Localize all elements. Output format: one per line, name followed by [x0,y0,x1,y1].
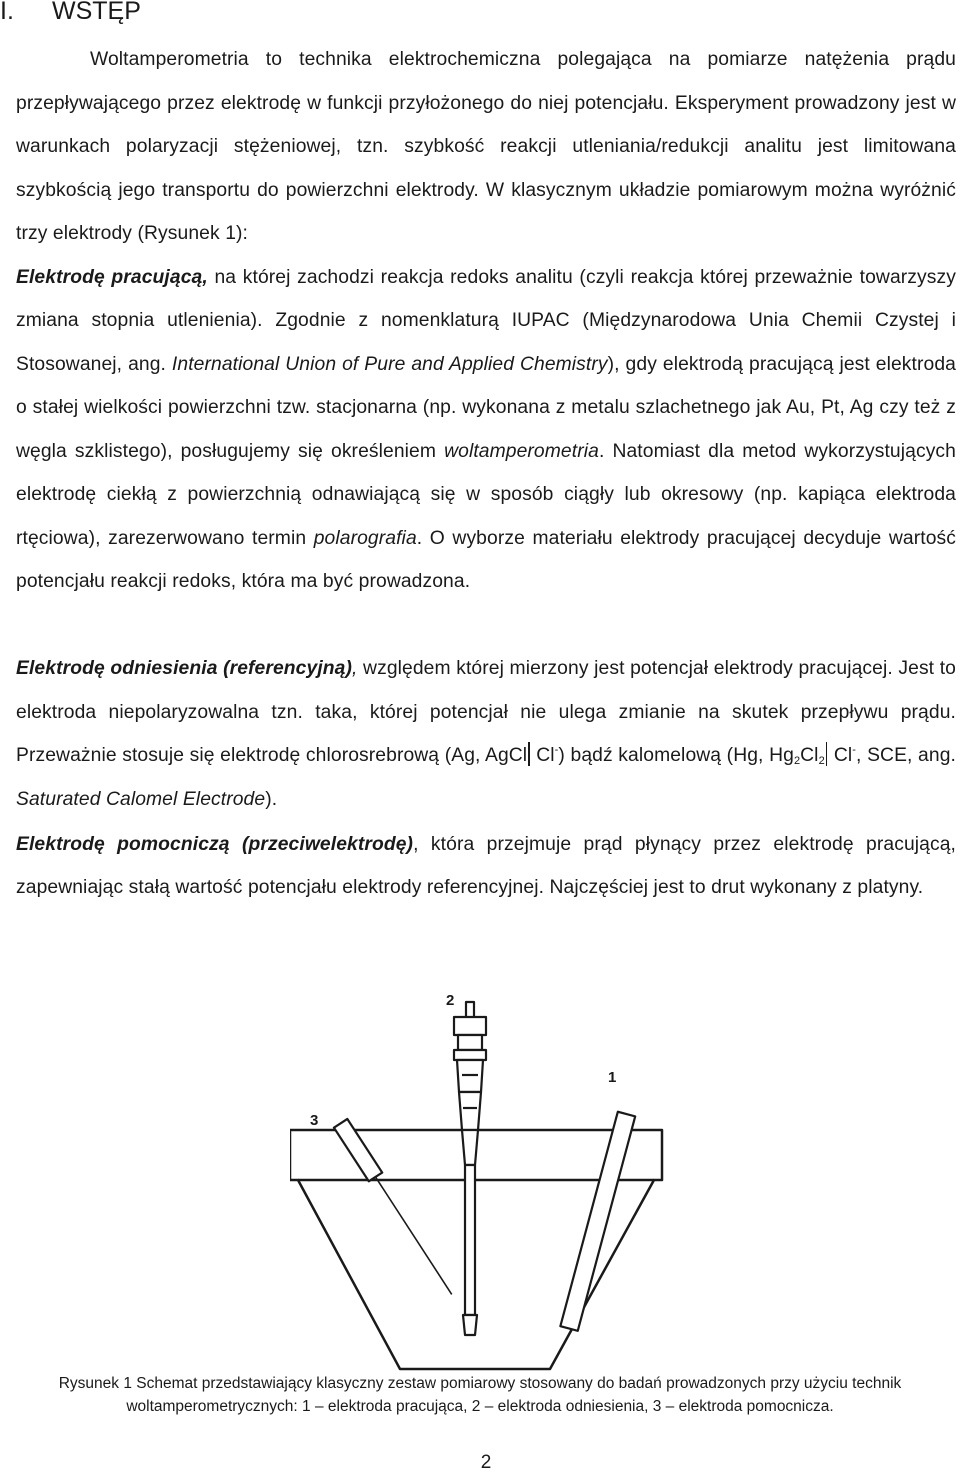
figure-caption [0,1372,960,1418]
caption-line-2: woltamperometrycznych: 1 – elektroda pracująca, 2 – elektroda odniesienia, 3 – elektroda pomocnicza. [126,1398,834,1415]
reference-electrode-text-3: , SCE, ang. [856,745,956,767]
intro-text: Woltamperometria to technika elektrochemiczna polegająca na pomiarze natężenia prądu przepływającego przez elektrodę w funkcji przyłożonego do niej potencjału. Eksperyment prowadzony jest w warunkach polaryzacji stężeniowej, tzn. szybkość reakcji utleniania/redukcji analitu jest limitowana szybkością jego transportu do powierzchni elektrody. W klasycznym układzie pomiarowym można wyróżnić trzy elektrody (Rysunek 1): [16,49,956,245]
mercury-subscript: 2 [793,755,801,768]
calomel-chlorine: Cl [800,745,819,767]
working-electrode-text-4: . O wyborze materiału elektrody pracującej decyduje wartość potencjału reakcji redoks, która ma być prowadzona. [16,527,956,593]
chloride-charge-2: - [852,744,857,757]
section-number: I. [0,0,14,25]
section-heading [0,0,141,28]
electrode-setup-figure [290,980,680,1380]
sce-full-name: Saturated Calomel Electrode [16,788,266,810]
auxiliary-electrode-paragraph [16,823,956,910]
auxiliary-electrode-term: Elektrodę pomocniczą (przeciwelektrodę) [16,833,414,855]
intro-paragraph [16,38,956,256]
reference-electrode-text-4: ). [265,788,278,810]
working-electrode-text-2: ), gdy elektrodą pracującą jest elektroda o stałej wielkości powierzchni tzw. stacjonarna (np. wykonana z metalu szlachetnego jak Au, Pt, Ag czy też z węgla szklistego), posługujemy się określeniem [16,353,956,462]
page-number: 2 [480,1452,492,1473]
label-electrode-1: 1 [608,1069,617,1086]
chloride-ion-1: Cl [530,745,555,767]
working-electrode-term: Elektrodę pracującą, [16,266,208,288]
reference-electrode-term-tail: , [352,658,358,679]
term-polarography: polarografia [313,527,417,549]
label-electrode-2: 2 [446,992,455,1009]
working-electrode-text-3: . Natomiast dla metod wykorzystujących elektrodę ciekłą z powierzchnią odnawiającą się w sposób ciągły lub okresowy (np. kapiąca elektroda rtęciowa), zarezerwowano termin [16,440,956,549]
reference-electrode-text-2: ) bądź kalomelową (Hg, Hg [558,745,794,767]
auxiliary-electrode-text-1: , która przejmuje prąd płynący przez elektrodę pracującą, zapewniając stałą wartość potencjału elektrody referencyjnej. Najczęściej jest to drut wykonany z platyny. [16,833,957,899]
term-voltammetry: woltamperometria [444,440,599,462]
working-electrode-paragraph [16,256,956,604]
chloride-ion-2: Cl [828,745,853,767]
electrode-setup-diagram [290,980,680,1380]
chloride-charge-1: - [554,744,559,757]
chlorine-subscript: 2 [818,755,825,768]
reference-electrode-text-1: względem której mierzony jest potencjał elektrody pracującej. Jest to elektroda niepolaryzowalna tzn. taka, której potencjał nie ulega zmianie na skutek przepływu prądu. Przeważnie stosuje się elektrodę chlorosrebrową (Ag, AgCl [16,658,956,767]
label-electrode-3: 3 [310,1112,319,1129]
caption-line-1: Rysunek 1 Schemat przedstawiający klasyczny zestaw pomiarowy stosowany do badań prowadzonych przy użyciu technik [58,1375,902,1392]
iupac-full-name: International Union of Pure and Applied Chemistry [171,353,608,375]
phase-boundary-line [528,742,530,766]
section-title: WSTĘP [52,0,141,25]
working-electrode-text-1: na której zachodzi reakcja redoks analitu (czyli reakcja której przeważnie towarzyszy zmiana stopnia utlenienia). Zgodnie z nomenklaturą IUPAC (Międzynarodowa Unia Chemii Czystej i Stosowanej, ang. [16,266,956,375]
reference-electrode-term: Elektrodę odniesienia (referencyjną) [16,658,353,679]
reference-electrode-paragraph [16,647,956,821]
